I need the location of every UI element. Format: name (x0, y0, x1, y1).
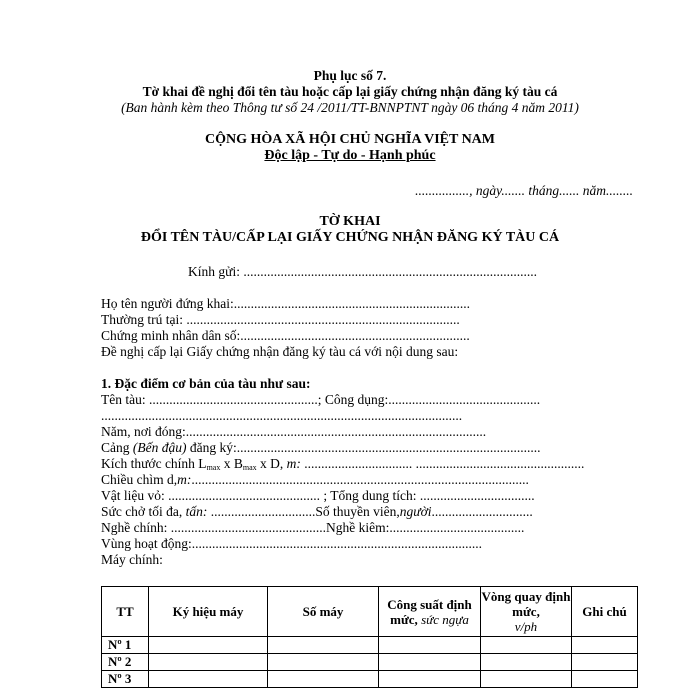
port-label: Cảng (101, 440, 133, 455)
id-card-field: Chứng minh nhân dân số:.................................................................... (101, 328, 470, 343)
capacity-label: Sức chở tối đa, (101, 504, 186, 519)
residence-field: Thường trú tại: ................................................................................. (101, 312, 460, 327)
row-power-cell[interactable] (379, 654, 481, 671)
header-rpm (481, 587, 572, 637)
header-note: Ghi chú (572, 587, 638, 637)
row-note-cell[interactable] (572, 654, 638, 671)
row-serial-cell[interactable] (268, 637, 379, 654)
hull-field: Vật liệu vỏ: ............................................. ; Tổng dung tích: .................................. (101, 488, 535, 503)
form-title: Tờ khai đề nghị đổi tên tàu hoặc cấp lại giấy chứng nhận đăng ký tàu cá (142, 84, 558, 99)
doc-title-line2: ĐỔI TÊN TÀU/CẤP LẠI GIẤY CHỨNG NHẬN ĐĂNG KÝ TÀU CÁ (140, 230, 560, 245)
row-note-cell[interactable] (572, 637, 638, 654)
row-tt: Nº 2 (102, 654, 149, 671)
crew-dots: .............................. (431, 504, 533, 519)
row-power-cell[interactable] (379, 637, 481, 654)
motto (0, 148, 700, 164)
engine-table (101, 586, 638, 688)
row-model-cell[interactable] (149, 654, 268, 671)
row-serial-cell[interactable] (268, 671, 379, 688)
date-line: ................, ngày....... tháng...... năm........ (415, 183, 633, 198)
motto-text: Độc lập - Tự do - Hạnh phúc (264, 148, 436, 163)
header-serial: Số máy (268, 587, 379, 637)
draft-dots: .................................................................................................... (191, 472, 529, 487)
table-row (102, 671, 638, 688)
draft-label: Chiều chìm d, (101, 472, 178, 487)
header-power-unit: sức ngựa (421, 611, 469, 627)
issued-note: (Ban hành kèm theo Thông tư số 24 /2011/TT-BNNPTNT ngày 06 tháng 4 năm 2011) (121, 100, 579, 115)
capacity-unit: tấn: (185, 504, 208, 519)
port-label-italic: (Bến đậu) (132, 440, 187, 455)
area-field: Vùng hoạt động:...................................................................................... (101, 536, 482, 551)
section1-heading: 1. Đặc điểm cơ bản của tàu như sau: (101, 376, 311, 391)
job-field: Nghề chính: ..............................................Nghề kiêm:........................................ (101, 520, 525, 535)
row-tt: Nº 1 (102, 637, 149, 654)
crew-label: ...............................Số thuyền viên, (207, 504, 400, 519)
table-row (102, 654, 638, 671)
dims-sub-l: max (206, 463, 221, 472)
dims-label-d: x D, (256, 456, 287, 471)
dims-label-b: x B (220, 456, 243, 471)
request-statement: Đề nghị cấp lại Giấy chứng nhận đăng ký tàu cá với nội dung sau: (101, 344, 459, 359)
header-model: Ký hiệu máy (149, 587, 268, 637)
dims-sub-b: max (242, 463, 257, 472)
capacity-field (101, 504, 533, 520)
recipient-line: Kính gửi: ....................................................................................... (188, 264, 537, 279)
row-note-cell[interactable] (572, 671, 638, 688)
row-model-cell[interactable] (149, 671, 268, 688)
row-serial-cell[interactable] (268, 654, 379, 671)
country-name: CỘNG HÒA XÃ HỘI CHỦ NGHĨA VIỆT NAM (204, 132, 495, 147)
header-rpm-label: Vòng quay định mức, (481, 589, 571, 619)
row-tt: Nº 3 (102, 671, 149, 688)
dims-dots: ................................ .................................................. (300, 456, 585, 471)
dims-label: Kích thước chính L (101, 456, 207, 471)
header-tt: TT (102, 587, 149, 637)
appendix-label: Phụ lục số 7. (313, 68, 387, 83)
ship-name-field: Tên tàu: ..................................................; Công dụng:............................................. (101, 392, 541, 407)
row-power-cell[interactable] (379, 671, 481, 688)
row-model-cell[interactable] (149, 637, 268, 654)
applicant-name-field: Họ tên người đứng khai:...................................................................... (101, 296, 471, 311)
row-rpm-cell[interactable] (481, 637, 572, 654)
header-power-label: Công suất định mức, (387, 596, 472, 627)
table-header-row (102, 587, 638, 637)
port-label-tail: đăng ký:.......................................................................................... (186, 440, 541, 455)
draft-unit: m: (177, 472, 192, 487)
dims-unit: m: (286, 456, 301, 471)
header-power (379, 587, 481, 637)
row-rpm-cell[interactable] (481, 654, 572, 671)
port-field (101, 440, 540, 456)
table-row (102, 637, 638, 654)
crew-unit: người (399, 504, 432, 519)
header-rpm-unit: v/ph (514, 619, 538, 634)
row-rpm-cell[interactable] (481, 671, 572, 688)
doc-title-line1: TỜ KHAI (319, 214, 381, 229)
ship-name-continuation: ........................................................................................................... (101, 408, 463, 423)
year-place-field: Năm, nơi đóng:......................................................................................... (101, 424, 487, 439)
draft-field (101, 472, 529, 488)
engine-label: Máy chính: (101, 552, 163, 567)
